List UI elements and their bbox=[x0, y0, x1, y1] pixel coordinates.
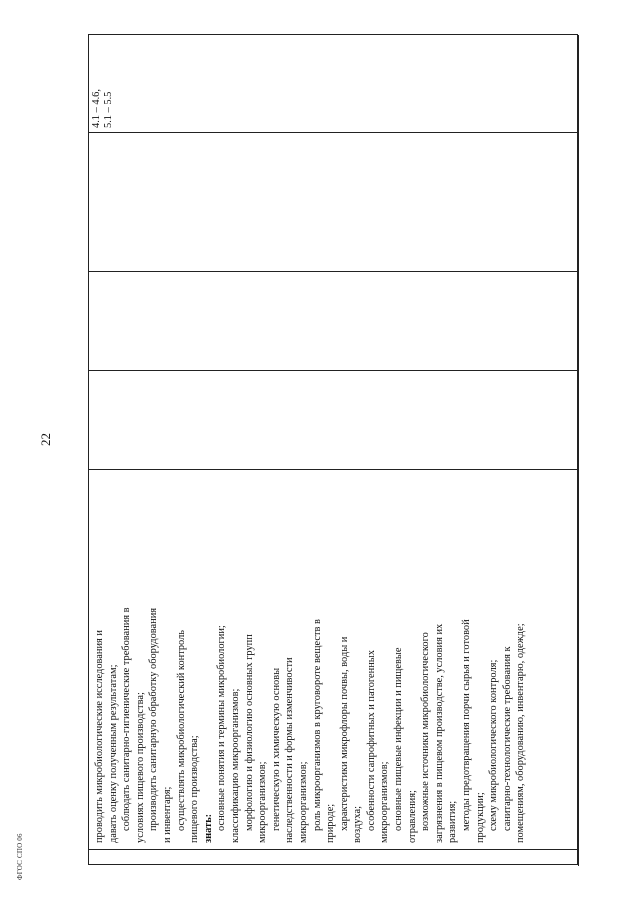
text-line: пищевого производства; bbox=[189, 735, 201, 843]
requirements-cell bbox=[89, 469, 579, 849]
competency-code: 5.1 – 5.5 bbox=[103, 91, 114, 128]
knowledge-list bbox=[215, 476, 528, 843]
competency-codes-cell bbox=[89, 35, 579, 132]
text-line: санитарно-технологические требования к bbox=[501, 646, 513, 831]
text-line: классификацию микроорганизмов; bbox=[229, 688, 241, 843]
text-line: давать оценку полученным результатам; bbox=[107, 664, 119, 843]
text-line: продукции; bbox=[474, 792, 486, 843]
text-line: характеристики микрофлоры почвы, воды и bbox=[338, 636, 350, 831]
text-line: особенности сапрофитных и патогенных bbox=[365, 650, 377, 831]
text-line: и инвентаря; bbox=[161, 786, 173, 843]
text-line: основные пищевые инфекции и пищевые bbox=[393, 647, 405, 831]
competency-code: 4.1 – 4.6, bbox=[91, 89, 102, 128]
text-line: соблюдать санитарно-гигиенические требования в bbox=[121, 607, 133, 831]
page-number: 22 bbox=[38, 433, 53, 446]
text-line: схему микробиологического контроля; bbox=[488, 659, 500, 831]
footer-mark: ФГОС СПО 06 bbox=[16, 833, 24, 880]
text-line: основные понятия и термины микробиологии; bbox=[216, 625, 228, 831]
text-line: производить санитарную обработку оборудования bbox=[148, 607, 160, 831]
text-line: воздуха; bbox=[352, 806, 364, 843]
empty-cell-discipline bbox=[89, 271, 579, 370]
text-line: загрязнения в пищевом производстве, условия их bbox=[433, 623, 445, 843]
text-line: проводить микробиологические исследования и bbox=[94, 630, 105, 843]
text-line: наследственности и формы изменчивости bbox=[284, 657, 296, 843]
skills-list bbox=[93, 476, 202, 843]
empty-cell-module bbox=[89, 132, 579, 271]
empty-cell-hours bbox=[89, 370, 579, 469]
text-line: роль микроорганизмов в круговороте веществ в bbox=[311, 619, 323, 831]
index-cell bbox=[89, 849, 579, 866]
text-line: микроорганизмов; bbox=[257, 761, 269, 843]
text-line: отравления; bbox=[406, 790, 418, 843]
text-line: условиях пищевого производства; bbox=[134, 692, 146, 843]
table-row bbox=[89, 35, 579, 866]
table-rotated-content bbox=[89, 35, 579, 866]
text-line: возможные источники микробиологического bbox=[420, 632, 432, 831]
know-heading: знать: bbox=[202, 813, 214, 843]
text-line: помещениям, оборудованию, инвентарю, одежде; bbox=[515, 623, 527, 843]
competency-table bbox=[88, 34, 578, 865]
text-line: методы предотвращения порчи сырья и готовой bbox=[461, 619, 473, 831]
text-line: осуществлять микробиологический контроль bbox=[175, 629, 187, 831]
text-line: микроорганизмов; bbox=[297, 761, 309, 843]
text-line: природе; bbox=[325, 803, 337, 843]
text-line: генетическую и химическую основы bbox=[270, 667, 282, 831]
text-line: морфологию и физиологию основных групп bbox=[243, 634, 255, 831]
text-line: развития; bbox=[447, 800, 459, 843]
text-line: микроорганизмов; bbox=[379, 761, 391, 843]
